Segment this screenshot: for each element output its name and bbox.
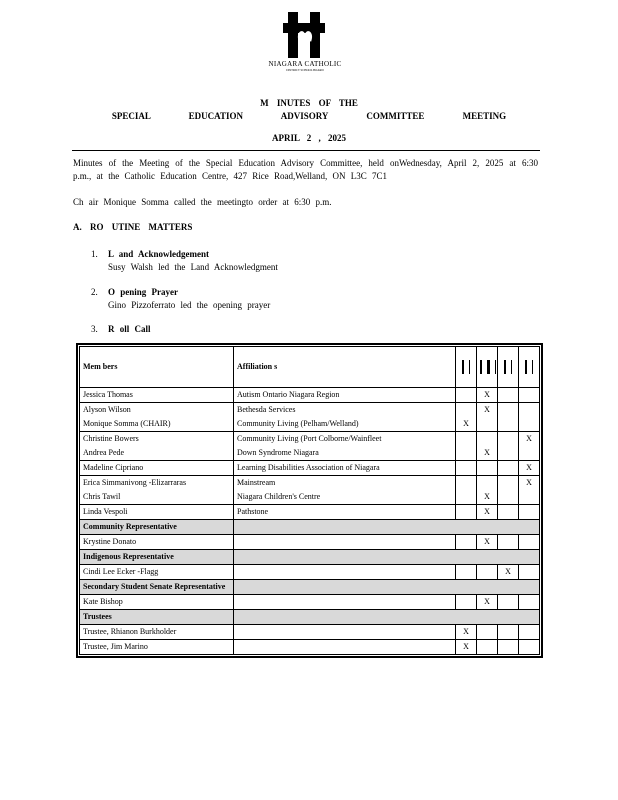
attendance-mark — [498, 640, 519, 655]
member-affiliation: Mainstream — [234, 476, 456, 491]
table-row — [80, 446, 540, 461]
section-a-heading: A. RO UTINE MATTERS — [73, 222, 193, 232]
member-affiliation — [234, 625, 456, 640]
member-name: Trustee, Jim Marino — [80, 640, 234, 655]
table-row — [80, 490, 540, 505]
attendance-mark — [519, 640, 540, 655]
attendance-mark: X — [477, 595, 498, 610]
section-fill — [234, 610, 540, 625]
table-row — [80, 640, 540, 655]
chair-call-to-order: Ch air Monique Somma called the meetingto order at 6:30 p.m. — [73, 197, 332, 207]
table-row — [80, 625, 540, 640]
table-row — [80, 461, 540, 476]
member-affiliation — [234, 565, 456, 580]
attendance-mark — [519, 625, 540, 640]
table-row — [80, 388, 540, 403]
title-divider — [72, 150, 540, 151]
attendance-mark — [498, 476, 519, 491]
attendance-mark — [456, 432, 477, 447]
attendance-mark: X — [456, 625, 477, 640]
attendance-mark — [498, 432, 519, 447]
doc-title-line2: SPECIAL EDUCATION ADVISORY COMMITTEE MEETING — [111, 111, 507, 121]
member-affiliation: Autism Ontario Niagara Region — [234, 388, 456, 403]
intro-paragraph: Minutes of the Meeting of the Special Education Advisory Committee, held onWednesday, April 2, 2025 at 6:30 p.m., at the Catholic Education Centre, 427 Rice Road,Welland, ON L3C 7C1 — [73, 158, 538, 181]
member-name: Trustee, Rhianon Burkholder — [80, 625, 234, 640]
roll-call-table — [79, 346, 540, 655]
item-number: 1. — [91, 249, 98, 259]
member-affiliation: Community Living (Pelham/Welland) — [234, 417, 456, 432]
attendance-mark — [456, 595, 477, 610]
org-name: NIAGARA CATHOLIC — [268, 60, 342, 68]
status-column-header — [498, 347, 519, 388]
attendance-mark — [498, 446, 519, 461]
table-row — [80, 432, 540, 447]
member-name: Kate Bishop — [80, 595, 234, 610]
attendance-mark: X — [477, 535, 498, 550]
attendance-mark — [498, 505, 519, 520]
attendance-mark: X — [477, 505, 498, 520]
table-row — [80, 565, 540, 580]
member-name: Christine Bowers — [80, 432, 234, 447]
section-label: Indigenous Representative — [80, 550, 234, 565]
attendance-mark — [519, 417, 540, 432]
attendance-mark — [456, 476, 477, 491]
section-fill — [234, 550, 540, 565]
member-affiliation: Bethesda Services — [234, 403, 456, 418]
attendance-mark — [477, 461, 498, 476]
item-text: Susy Walsh led the Land Acknowledgment — [108, 262, 278, 272]
section-fill — [234, 580, 540, 595]
org-subname: DISTRICT SCHOOL BOARD — [286, 68, 324, 72]
attendance-mark — [498, 490, 519, 505]
attendance-mark — [456, 565, 477, 580]
attendance-mark — [456, 505, 477, 520]
table-section-row — [80, 520, 540, 535]
attendance-mark: X — [477, 403, 498, 418]
table-row — [80, 595, 540, 610]
attendance-mark — [477, 565, 498, 580]
member-name: Cindi Lee Ecker -Flagg — [80, 565, 234, 580]
attendance-mark — [498, 595, 519, 610]
member-affiliation: Pathstone — [234, 505, 456, 520]
attendance-mark — [456, 535, 477, 550]
section-label: Secondary Student Senate Representative — [80, 580, 234, 595]
section-label: Community Representative — [80, 520, 234, 535]
attendance-mark — [456, 403, 477, 418]
attendance-mark — [519, 403, 540, 418]
attendance-mark: X — [519, 461, 540, 476]
member-affiliation — [234, 535, 456, 550]
table-section-row — [80, 580, 540, 595]
item-number: 2. — [91, 287, 98, 297]
attendance-mark — [498, 461, 519, 476]
table-row — [80, 417, 540, 432]
table-section-row — [80, 610, 540, 625]
member-affiliation: Community Living (Port Colborne/Wainfleet — [234, 432, 456, 447]
member-name: Monique Somma (CHAIR) — [80, 417, 234, 432]
item-title: R oll Call — [108, 324, 151, 334]
attendance-mark: X — [498, 565, 519, 580]
doc-title-date: APRIL 2 , 2025 — [271, 133, 346, 143]
attendance-mark: X — [519, 476, 540, 491]
item-text: Gino Pizzoferrato led the opening prayer — [108, 300, 271, 310]
table-row — [80, 505, 540, 520]
member-affiliation — [234, 595, 456, 610]
table-section-row — [80, 550, 540, 565]
doc-title-line1: M INUTES OF THE — [260, 98, 358, 108]
member-affiliation: Learning Disabilities Association of Niagara — [234, 461, 456, 476]
section-fill — [234, 520, 540, 535]
attendance-mark: X — [456, 417, 477, 432]
attendance-mark: X — [519, 432, 540, 447]
table-row — [80, 476, 540, 491]
member-name: Erica Simmanivong -Elizarraras — [80, 476, 234, 491]
member-name: Jessica Thomas — [80, 388, 234, 403]
attendance-mark — [456, 388, 477, 403]
attendance-mark — [498, 625, 519, 640]
member-name: Alyson Wilson — [80, 403, 234, 418]
attendance-mark — [456, 446, 477, 461]
attendance-mark — [498, 535, 519, 550]
item-title: L and Acknowledgement — [108, 249, 210, 259]
member-affiliation: Niagara Children's Centre — [234, 490, 456, 505]
attendance-mark: X — [456, 640, 477, 655]
attendance-mark — [498, 403, 519, 418]
attendance-mark — [477, 417, 498, 432]
attendance-mark — [498, 417, 519, 432]
status-column-header — [456, 347, 477, 388]
member-name: Madeline Cipriano — [80, 461, 234, 476]
attendance-mark: X — [477, 388, 498, 403]
board-logo — [265, 12, 345, 72]
attendance-mark — [498, 388, 519, 403]
members-column-header: Mem bers — [80, 347, 234, 388]
member-name: Linda Vespoli — [80, 505, 234, 520]
attendance-mark — [477, 432, 498, 447]
attendance-mark: X — [477, 490, 498, 505]
section-label: Trustees — [80, 610, 234, 625]
attendance-mark — [519, 535, 540, 550]
member-affiliation: Down Syndrome Niagara — [234, 446, 456, 461]
attendance-mark — [477, 640, 498, 655]
member-name: Chris Tawil — [80, 490, 234, 505]
attendance-mark — [519, 505, 540, 520]
member-affiliation — [234, 640, 456, 655]
attendance-mark — [477, 625, 498, 640]
attendance-mark — [456, 461, 477, 476]
table-row — [80, 403, 540, 418]
attendance-mark — [477, 476, 498, 491]
attendance-mark: X — [477, 446, 498, 461]
item-number: 3. — [91, 324, 98, 334]
item-title: O pening Prayer — [108, 287, 178, 297]
affiliations-column-header: Affiliation s — [234, 347, 456, 388]
attendance-mark — [456, 490, 477, 505]
attendance-mark — [519, 388, 540, 403]
status-column-header — [477, 347, 498, 388]
status-column-header — [519, 347, 540, 388]
attendance-mark — [519, 565, 540, 580]
table-row — [80, 535, 540, 550]
table-header-row — [80, 347, 540, 388]
attendance-mark — [519, 595, 540, 610]
member-name: Krystine Donato — [80, 535, 234, 550]
attendance-mark — [519, 490, 540, 505]
member-name: Andrea Pede — [80, 446, 234, 461]
attendance-mark — [519, 446, 540, 461]
cross-logo-icon — [283, 12, 327, 58]
